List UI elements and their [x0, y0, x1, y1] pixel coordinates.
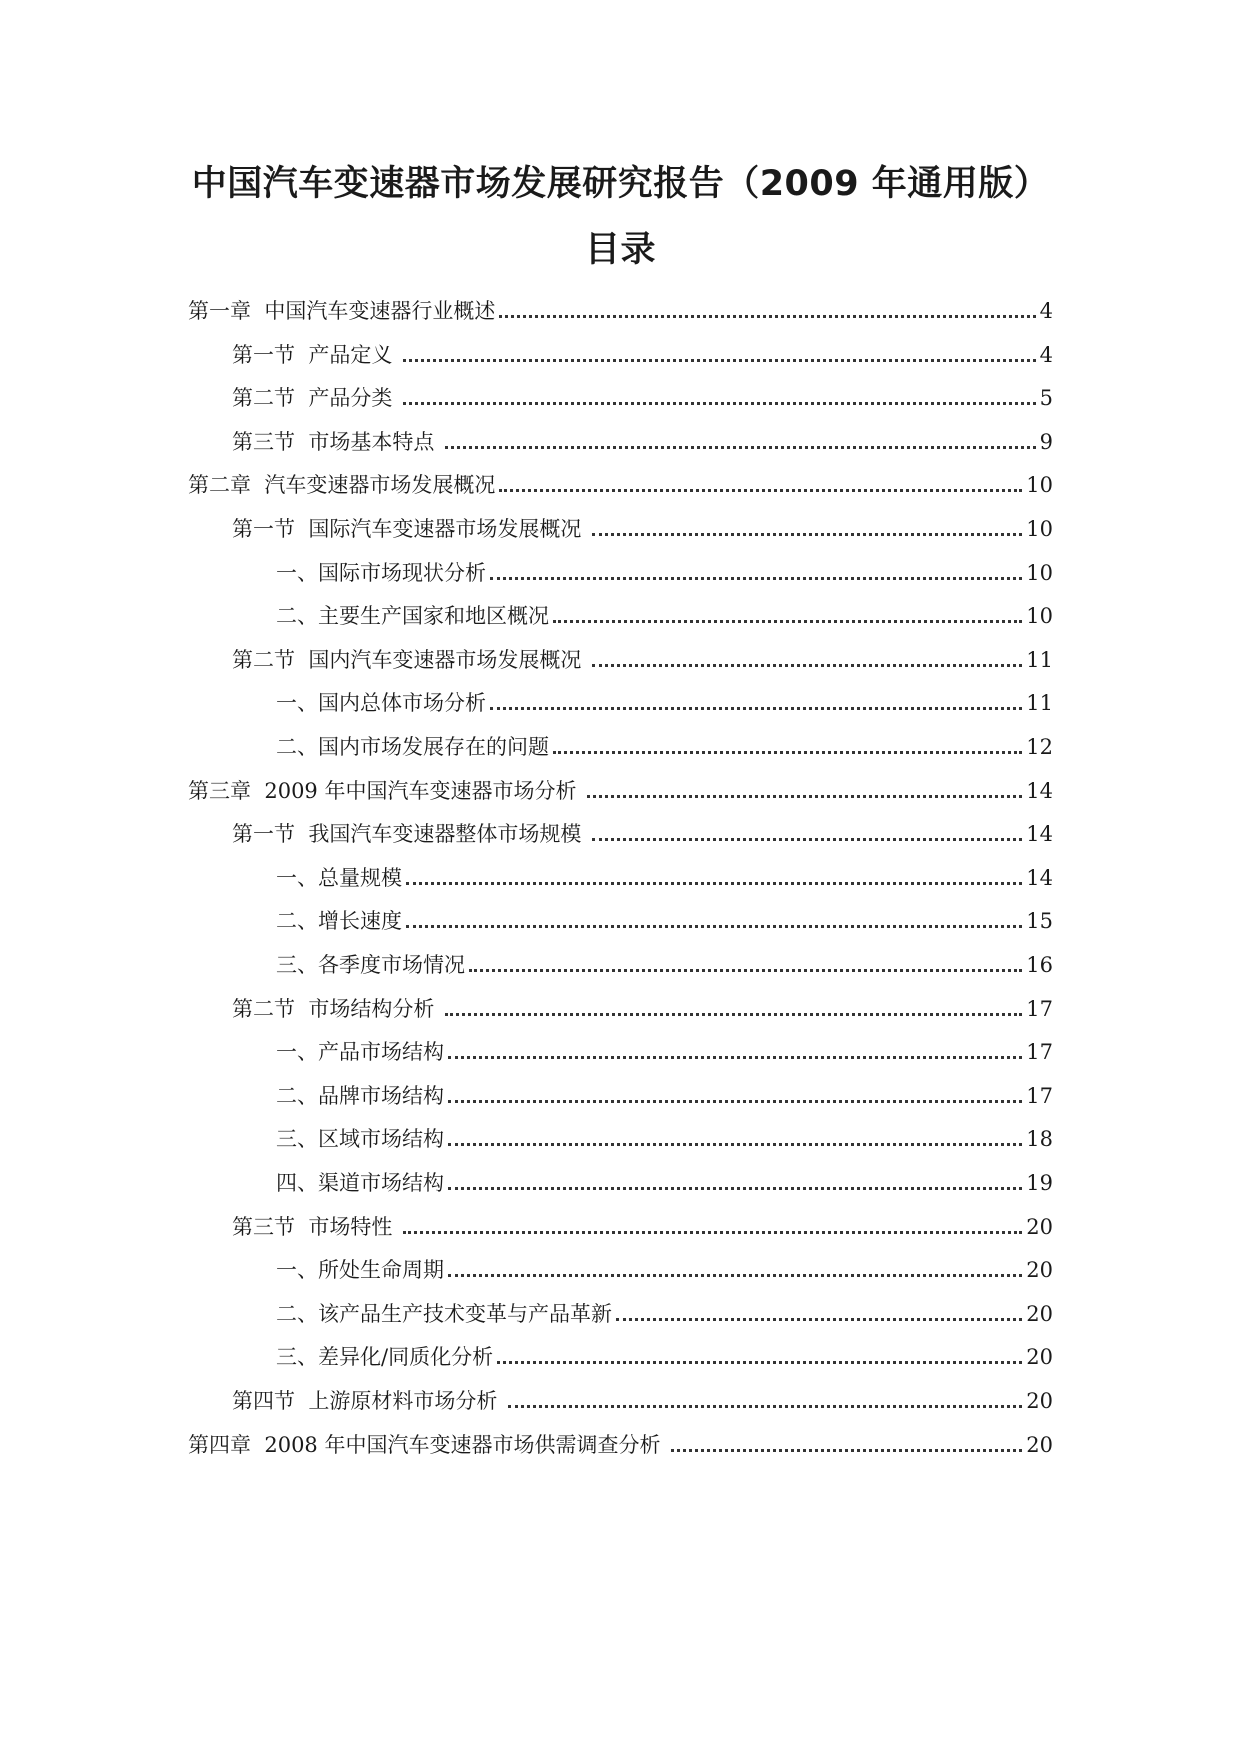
- toc-entry-page-number: 17: [1026, 996, 1053, 1021]
- toc-entry-page-number: 17: [1026, 1083, 1053, 1108]
- toc-entry-page-number: 14: [1026, 865, 1053, 890]
- toc-entry[interactable]: [276, 893, 1053, 942]
- document-title: 中国汽车变速器市场发展研究报告（2009 年通用版）: [191, 164, 1050, 204]
- toc-entry-page-number: 20: [1026, 1258, 1053, 1283]
- toc-entry-label: 二、国内市场发展存在的问题: [276, 735, 549, 759]
- toc-dot-leader: [553, 751, 1022, 754]
- toc-entry[interactable]: [188, 283, 1053, 332]
- toc-entry[interactable]: [276, 719, 1053, 768]
- toc-dot-leader: [406, 882, 1022, 885]
- toc-dot-leader: [406, 925, 1022, 928]
- toc-entry-label: 一、所处生命周期: [276, 1258, 444, 1283]
- toc-entry-page-number: 20: [1026, 1432, 1053, 1457]
- toc-entry[interactable]: [276, 850, 1053, 899]
- toc-entry-label: 三、差异化/同质化分析: [276, 1345, 494, 1370]
- toc-entry-label: 第三节 市场基本特点: [232, 429, 442, 454]
- toc-entry-label: 第一节 我国汽车变速器整体市场规模: [232, 822, 589, 847]
- toc-entry[interactable]: [232, 632, 1053, 681]
- toc-entry[interactable]: [232, 327, 1053, 376]
- toc-entry[interactable]: [232, 806, 1053, 855]
- toc-entry-label: 一、产品市场结构: [276, 1040, 444, 1065]
- toc-dot-leader: [553, 620, 1022, 623]
- toc-entry-label: 一、国际市场现状分析: [276, 560, 486, 585]
- toc-dot-leader: [448, 1187, 1022, 1190]
- toc-dot-leader: [445, 1013, 1022, 1016]
- toc-entry-page-number: 20: [1026, 1301, 1053, 1326]
- toc-entry-page-number: 19: [1026, 1171, 1053, 1195]
- toc-entry-page-number: 11: [1026, 647, 1053, 672]
- toc-entry-label: 第三章 2009 年中国汽车变速器市场分析: [188, 778, 584, 803]
- toc-entry-page-number: 17: [1026, 1040, 1053, 1065]
- toc-dot-leader: [508, 1405, 1022, 1408]
- toc-entry[interactable]: [276, 1155, 1053, 1204]
- toc-entry[interactable]: [232, 414, 1053, 463]
- toc-entry-page-number: 18: [1026, 1127, 1053, 1152]
- toc-entry-page-number: 20: [1026, 1345, 1053, 1370]
- toc-dot-leader: [403, 402, 1036, 405]
- toc-entry-label: 一、国内总体市场分析: [276, 691, 486, 716]
- toc-entry-label: 第二节 产品分类: [232, 386, 400, 411]
- toc-dot-leader: [403, 1231, 1022, 1234]
- toc-dot-leader: [448, 1056, 1022, 1059]
- toc-entry-label: 第三节 市场特性: [232, 1214, 400, 1239]
- toc-entry-page-number: 15: [1026, 909, 1053, 934]
- toc-dot-leader: [592, 838, 1022, 841]
- toc-entry-label: 第一节 国际汽车变速器市场发展概况: [232, 517, 589, 541]
- toc-dot-leader: [499, 489, 1022, 492]
- toc-entry-label: 第四节 上游原材料市场分析: [232, 1389, 505, 1413]
- toc-entry-page-number: 4: [1039, 299, 1053, 323]
- toc-dot-leader: [616, 1318, 1022, 1321]
- toc-entry[interactable]: [232, 501, 1053, 550]
- toc-entry-label: 二、增长速度: [276, 909, 402, 934]
- toc-entry-page-number: 11: [1026, 691, 1053, 716]
- toc-entry[interactable]: [188, 763, 1053, 812]
- toc-entry[interactable]: [232, 1199, 1053, 1248]
- toc-entry-label: 第四章 2008 年中国汽车变速器市场供需调查分析: [188, 1432, 668, 1457]
- toc-entry-label: 第一章 中国汽车变速器行业概述: [188, 299, 496, 323]
- toc-entry[interactable]: [276, 1024, 1053, 1073]
- toc-dot-leader: [445, 446, 1036, 449]
- toc-entry[interactable]: [276, 1286, 1053, 1335]
- toc-dot-leader: [490, 707, 1022, 710]
- toc-dot-leader: [448, 1274, 1022, 1277]
- toc-entry-label: 三、区域市场结构: [276, 1127, 444, 1152]
- toc-entry-label: 四、渠道市场结构: [276, 1171, 444, 1195]
- toc-dot-leader: [592, 533, 1022, 536]
- toc-dot-leader: [448, 1100, 1022, 1103]
- toc-dot-leader: [671, 1449, 1022, 1452]
- toc-entry[interactable]: [276, 675, 1053, 724]
- toc-dot-leader: [499, 315, 1035, 318]
- toc-entry-page-number: 16: [1026, 953, 1053, 977]
- toc-entry[interactable]: [276, 1242, 1053, 1291]
- toc-entry[interactable]: [276, 937, 1053, 986]
- toc-entry[interactable]: [276, 1068, 1053, 1117]
- toc-entry[interactable]: [276, 545, 1053, 594]
- toc-entry[interactable]: [232, 370, 1053, 419]
- toc-entry-page-number: 9: [1039, 429, 1053, 454]
- toc-entry-page-number: 14: [1026, 778, 1053, 803]
- toc-dot-leader: [497, 1361, 1022, 1364]
- toc-entry-page-number: 20: [1026, 1389, 1053, 1413]
- toc-entry-label: 二、主要生产国家和地区概况: [276, 604, 549, 629]
- toc-dot-leader: [587, 795, 1022, 798]
- toc-entry[interactable]: [276, 1329, 1053, 1378]
- toc-entry-label: 二、该产品生产技术变革与产品革新: [276, 1301, 612, 1326]
- toc-entry[interactable]: [232, 1373, 1053, 1422]
- toc-entry-page-number: 14: [1026, 822, 1053, 847]
- toc-entry-page-number: 5: [1039, 386, 1053, 411]
- toc-heading: 目录: [584, 230, 656, 270]
- toc-entry-label: 三、各季度市场情况: [276, 953, 465, 977]
- toc-entry-page-number: 12: [1026, 735, 1053, 759]
- toc-entry[interactable]: [276, 1111, 1053, 1160]
- toc-entry-page-number: 4: [1039, 342, 1053, 367]
- toc-entry-label: 二、品牌市场结构: [276, 1083, 444, 1108]
- toc-entry[interactable]: [232, 981, 1053, 1030]
- toc-entry-label: 第一节 产品定义: [232, 342, 400, 367]
- toc-entry-label: 第二节 市场结构分析: [232, 996, 442, 1021]
- toc-dot-leader: [592, 664, 1022, 667]
- toc-entry-label: 第二节 国内汽车变速器市场发展概况: [232, 647, 589, 672]
- toc-entry-page-number: 10: [1026, 560, 1053, 585]
- toc-entry[interactable]: [188, 1417, 1053, 1466]
- toc-dot-leader: [490, 577, 1022, 580]
- toc-dot-leader: [469, 969, 1022, 972]
- toc-entry-label: 第二章 汽车变速器市场发展概况: [188, 473, 496, 498]
- toc-entry-page-number: 10: [1026, 604, 1053, 629]
- toc-dot-leader: [448, 1143, 1022, 1146]
- toc-entry[interactable]: [188, 457, 1053, 506]
- toc-entry-page-number: 20: [1026, 1214, 1053, 1239]
- toc-dot-leader: [403, 359, 1036, 362]
- toc-entry-page-number: 10: [1026, 517, 1053, 541]
- toc-entry-label: 一、总量规模: [276, 865, 402, 890]
- toc-entry[interactable]: [276, 588, 1053, 637]
- toc-entry-page-number: 10: [1026, 473, 1053, 498]
